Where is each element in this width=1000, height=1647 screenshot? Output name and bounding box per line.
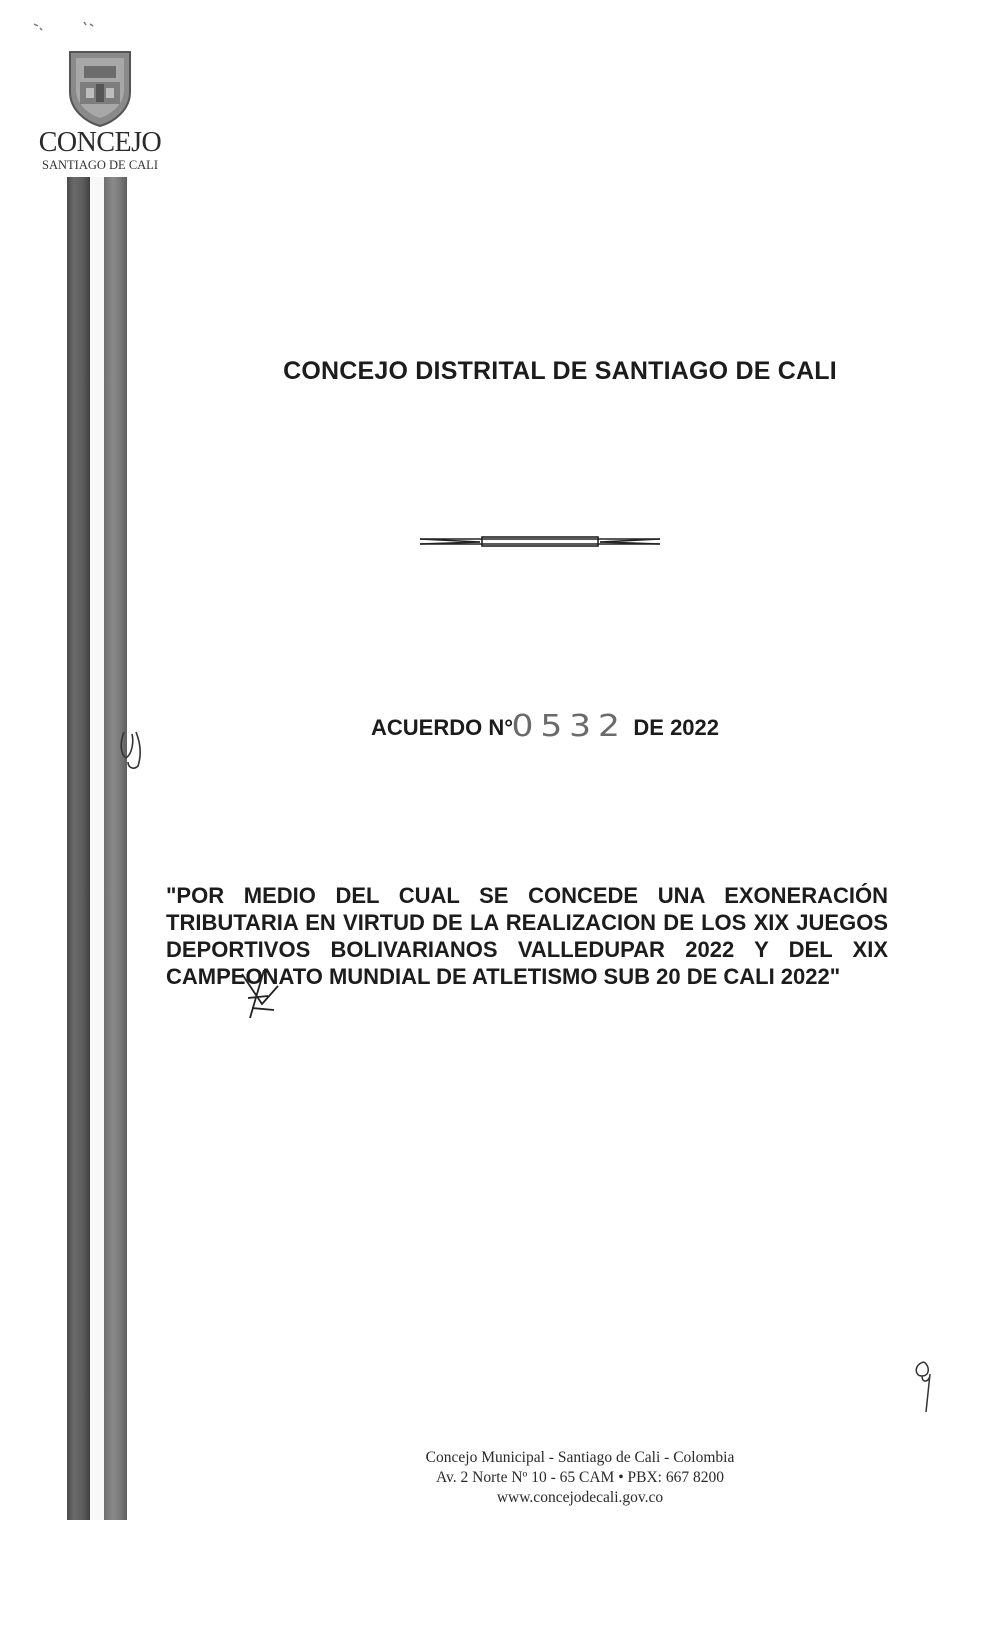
left-stripe-dark: [67, 177, 90, 1520]
left-stripe-light: [104, 177, 127, 1520]
footer-website: www.concejodecali.gov.co: [496, 1489, 664, 1506]
letterhead-name: CONCEJO: [38, 127, 162, 158]
handwritten-margin-mark: [118, 728, 154, 772]
council-heading: CONCEJO DISTRITAL DE SANTIAGO DE CALI: [283, 357, 837, 385]
agreement-number: 0532: [511, 709, 627, 744]
footer-line-contact: Av. 2 Norte Nº 10 - 65 CAM • PBX: 667 8200: [436, 1469, 724, 1486]
handwritten-initials: [238, 968, 282, 1022]
footer-line-address: Concejo Municipal - Santiago de Cali - Colombia: [425, 1449, 735, 1466]
scan-specks: [30, 18, 110, 42]
letterhead-subtitle: SANTIAGO DE CALI: [42, 158, 158, 172]
divider-ornament: [420, 530, 660, 554]
handwritten-page-mark: [910, 1358, 936, 1414]
footer: [310, 1448, 850, 1508]
coat-of-arms-icon: [66, 48, 134, 128]
agreement-number-line: [371, 708, 719, 743]
agreement-title: "POR MEDIO DEL CUAL SE CONCEDE UNA EXONERACIÓN TRIBUTARIA EN VIRTUD DE LA REALIZACION DE LOS XIX JUEGOS DEPORTIVOS BOLIVARIANOS VALLEDUPAR 2022 Y DEL XIX CAMPEONATO MUNDIAL DE ATLETISMO SUB 20 DE CALI 2022": [166, 883, 888, 989]
left-stripe-gap: [90, 177, 104, 1520]
agreement-label: ACUERDO N°: [371, 715, 514, 740]
agreement-year: DE 2022: [633, 715, 720, 740]
